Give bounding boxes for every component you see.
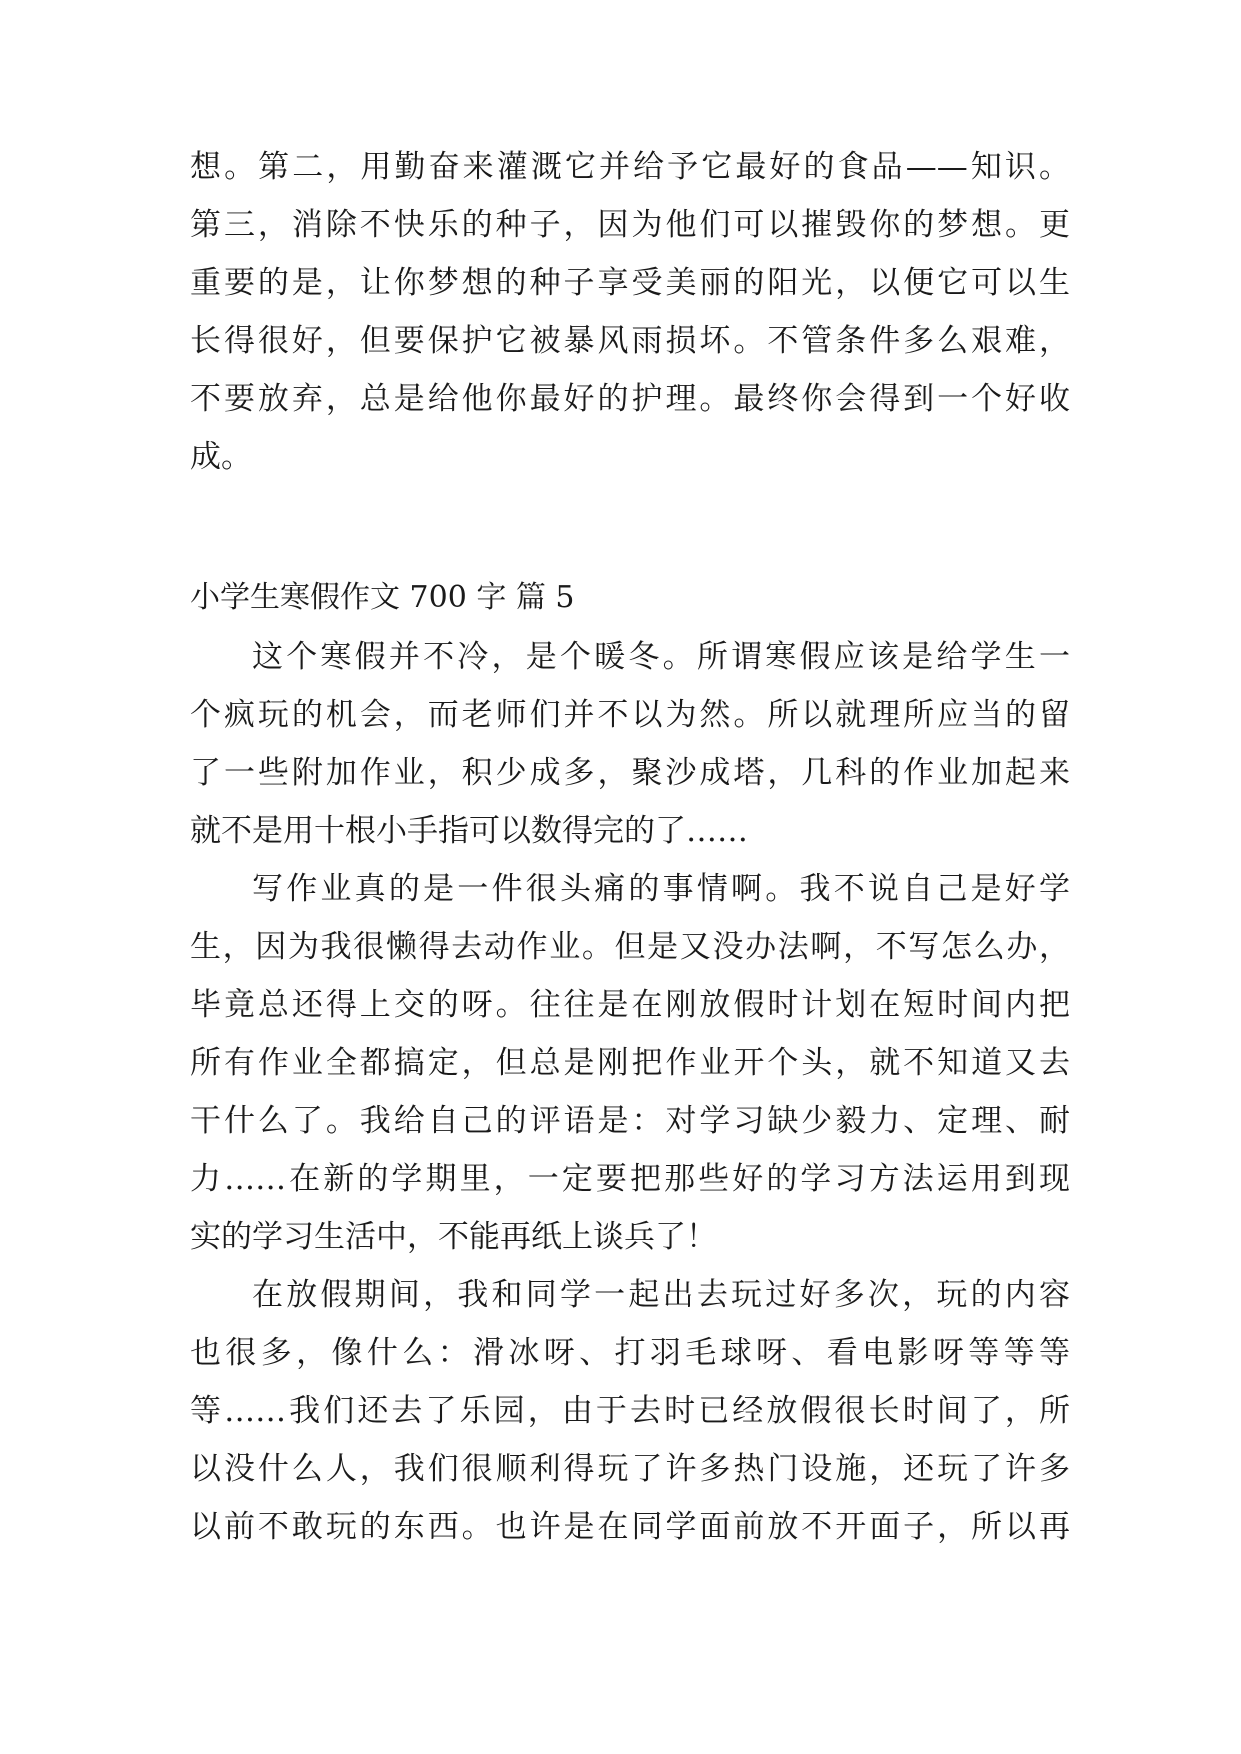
- text-line: 不要放弃，总是给他你最好的护理。最终你会得到一个好收: [190, 381, 1070, 417]
- text-line: 生，因为我很懒得去动作业。但是又没办法啊，不写怎么办，: [190, 929, 1070, 965]
- text-line: 重要的是，让你梦想的种子享受美丽的阳光，以便它可以生: [190, 265, 1070, 301]
- text-line: 力……在新的学期里，一定要把那些好的学习方法运用到现: [190, 1161, 1070, 1197]
- text-line: 以前不敢玩的东西。也许是在同学面前放不开面子，所以再: [190, 1509, 1070, 1545]
- text-line: 毕竟总还得上交的呀。往往是在刚放假时计划在短时间内把: [190, 987, 1070, 1023]
- text-line: 在放假期间，我和同学一起出去玩过好多次，玩的内容: [252, 1277, 1070, 1313]
- text-line: 就不是用十根小手指可以数得完的了……: [190, 813, 748, 849]
- text-line: 成。: [190, 439, 252, 475]
- text-line: 第三，消除不快乐的种子，因为他们可以摧毁你的梦想。更: [190, 207, 1070, 243]
- text-line: 等……我们还去了乐园，由于去时已经放假很长时间了，所: [190, 1393, 1070, 1429]
- text-line: 想。第二，用勤奋来灌溉它并给予它最好的食品——知识。: [190, 149, 1070, 185]
- text-line: 以没什么人，我们很顺利得玩了许多热门设施，还玩了许多: [190, 1451, 1070, 1487]
- text-line: 实的学习生活中，不能再纸上谈兵了！: [190, 1219, 717, 1255]
- text-line: 所有作业全都搞定，但总是刚把作业开个头，就不知道又去: [190, 1045, 1070, 1081]
- section-heading: 小学生寒假作文 700 字 篇 5: [190, 580, 575, 615]
- text-line: 长得很好，但要保护它被暴风雨损坏。不管条件多么艰难，: [190, 323, 1070, 359]
- text-line: 干什么了。我给自己的评语是：对学习缺少毅力、定理、耐: [190, 1103, 1070, 1139]
- text-line: 这个寒假并不冷，是个暖冬。所谓寒假应该是给学生一: [252, 639, 1070, 675]
- text-line: 也很多，像什么：滑冰呀、打羽毛球呀、看电影呀等等等: [190, 1335, 1070, 1371]
- text-line: 了一些附加作业，积少成多，聚沙成塔，几科的作业加起来: [190, 755, 1070, 791]
- text-line: 写作业真的是一件很头痛的事情啊。我不说自己是好学: [252, 871, 1070, 907]
- text-line: 个疯玩的机会，而老师们并不以为然。所以就理所应当的留: [190, 697, 1070, 733]
